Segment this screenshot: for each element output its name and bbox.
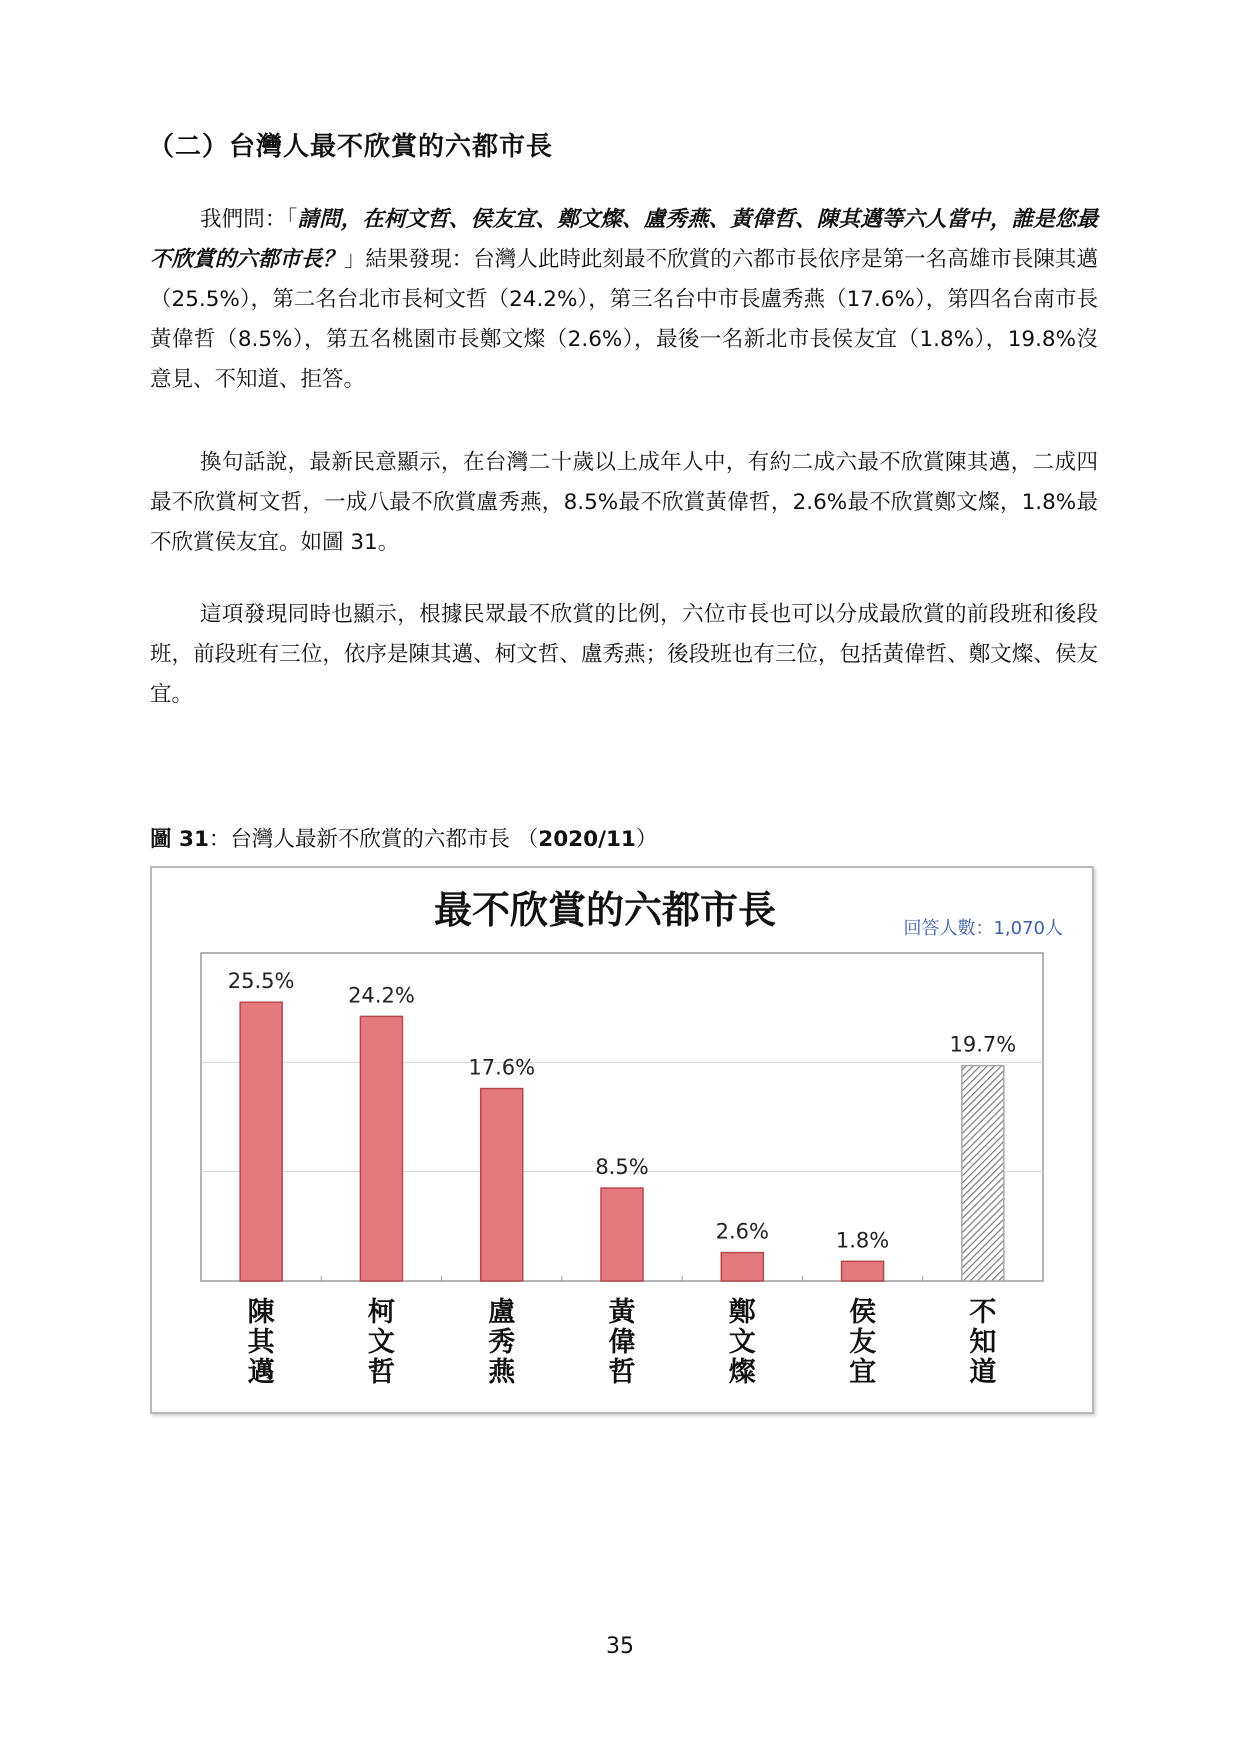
figure-label: 圖 31 bbox=[150, 827, 209, 852]
category-labels bbox=[248, 1297, 997, 1388]
bar-1 bbox=[240, 1002, 282, 1281]
paragraph-ranking: 這項發現同時也顯示，根據民眾最不欣賞的比例，六位市長也可以分成最欣賞的前段班和後段班，前段班有三位，依序是陳其邁、柯文哲、盧秀燕；後段班也有三位，包括黃偉哲、鄭文燦、侯友宜。 bbox=[150, 602, 1098, 707]
category-label: 柯文哲 bbox=[367, 1297, 395, 1388]
value-label: 19.7% bbox=[949, 1032, 1017, 1057]
value-label: 25.5% bbox=[227, 969, 295, 994]
bar-4 bbox=[601, 1188, 643, 1281]
category-label: 鄭文燦 bbox=[728, 1297, 756, 1388]
bar-5 bbox=[721, 1253, 763, 1281]
bar-2 bbox=[360, 1016, 402, 1281]
figure-caption bbox=[150, 822, 657, 853]
value-label: 1.8% bbox=[835, 1228, 890, 1253]
value-label: 2.6% bbox=[715, 1219, 769, 1244]
respondents-count: 回答人數：1,070人 bbox=[903, 918, 1063, 939]
category-label: 不知道 bbox=[969, 1297, 997, 1388]
paragraph-question bbox=[150, 200, 1098, 400]
paragraph-summary: 換句話說，最新民意顯示，在台灣二十歲以上成年人中，有約二成六最不欣賞陳其邁，二成四最不欣賞柯文哲，一成八最不欣賞盧秀燕，8.5%最不欣賞黃偉哲，2.6%最不欣賞鄭文燦，1.8%最不欣賞侯友宜。如圖 31。 bbox=[150, 450, 1098, 555]
category-label: 盧秀燕 bbox=[488, 1297, 516, 1388]
value-label: 8.5% bbox=[595, 1155, 649, 1180]
figure-date: 2020/11 bbox=[538, 827, 636, 852]
bar-3 bbox=[481, 1089, 523, 1281]
page-number: 35 bbox=[606, 1634, 634, 1659]
survey-question: 請問，在柯文哲、侯友宜、鄭文燦、盧秀燕、黃偉哲、陳其邁等六人當中，誰是您最不欣賞的六都市長？ bbox=[150, 207, 1098, 272]
category-label: 侯友宜 bbox=[849, 1297, 877, 1388]
category-label: 黃偉哲 bbox=[608, 1297, 636, 1388]
chart-title: 最不欣賞的六都市長 bbox=[433, 888, 777, 932]
bar-6 bbox=[842, 1261, 884, 1281]
bar-chart bbox=[152, 868, 1092, 1412]
figure-caption-text: ：台灣人最新不欣賞的六都市長 （ bbox=[208, 827, 539, 852]
value-label: 17.6% bbox=[468, 1055, 536, 1080]
paragraph-lead: 我們問：「 bbox=[200, 207, 298, 232]
paragraph-result: 」結果發現：台灣人此時此刻最不欣賞的六都市長依序是第一名高雄市長陳其邁（25.5%），第二名台北市長柯文哲（24.2%），第三名台中市長盧秀燕（17.6%），第四名台南市長黃偉哲（8.5%），第五名桃園市長鄭文燦（2.6%），最後一名新北市長侯友宜（1.8%），19.8%沒意見、不知道、拒答。 bbox=[150, 247, 1098, 392]
figure-caption-end: ） bbox=[635, 827, 658, 852]
bar-7 bbox=[962, 1066, 1004, 1281]
category-label: 陳其邁 bbox=[247, 1297, 275, 1388]
value-label: 24.2% bbox=[348, 983, 415, 1008]
section-heading: （二）台灣人最不欣賞的六都市長 bbox=[148, 132, 554, 162]
chart-frame bbox=[150, 866, 1094, 1414]
